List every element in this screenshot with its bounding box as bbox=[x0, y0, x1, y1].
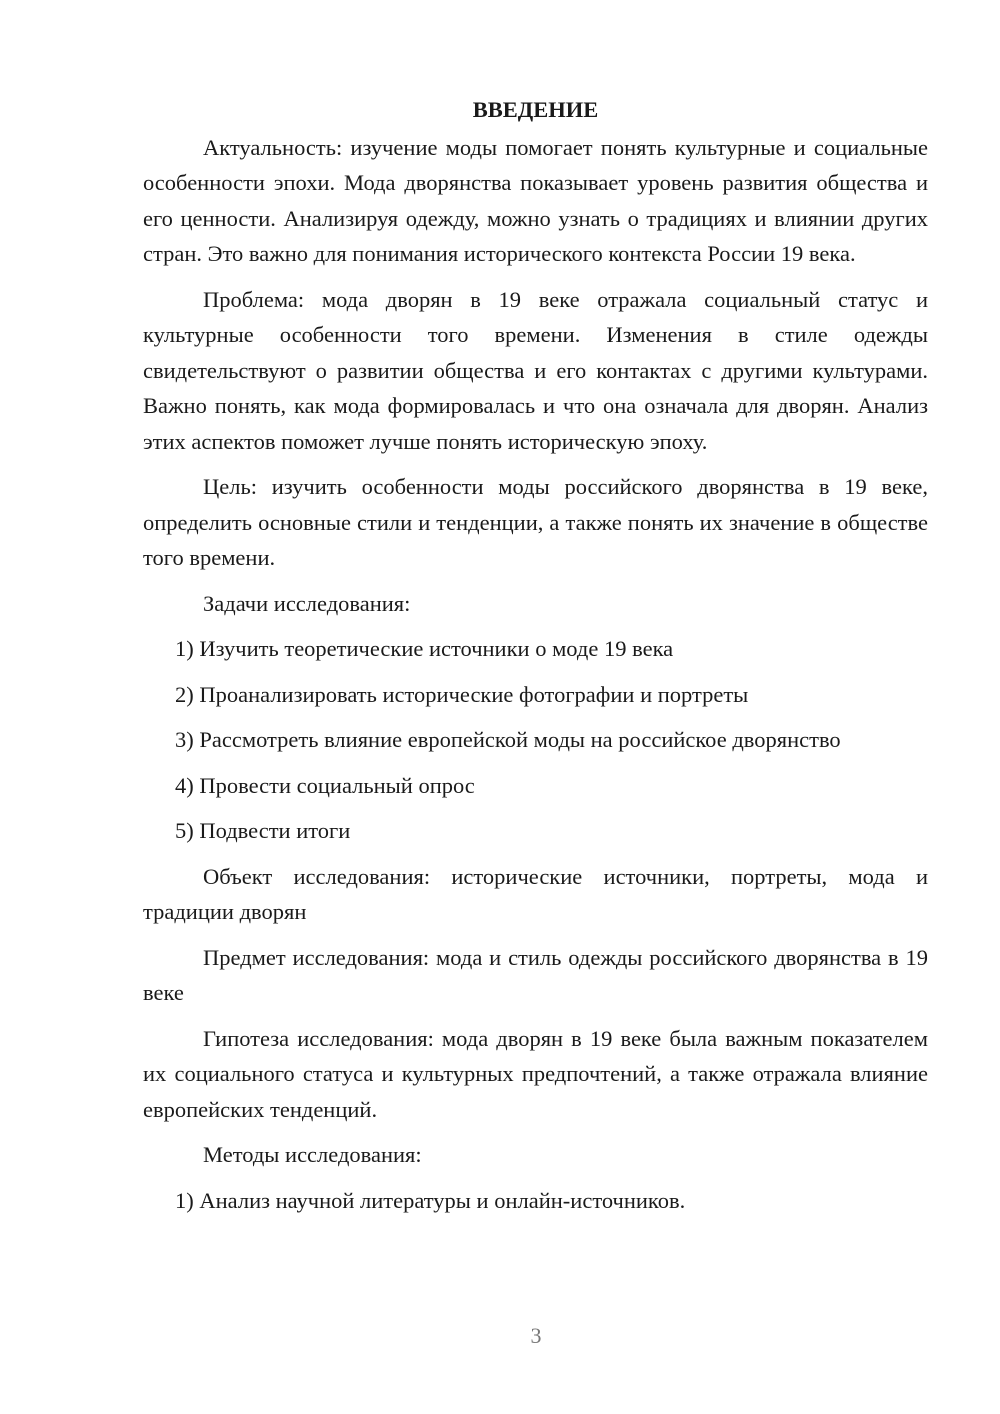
page-number: 3 bbox=[530, 1323, 542, 1348]
document-page bbox=[143, 92, 928, 1228]
page-title: ВВЕДЕНИЕ bbox=[472, 97, 599, 122]
tasks-list bbox=[143, 631, 928, 849]
object-paragraph: Объект исследования: исторические источники, портреты, мода и традиции дворян bbox=[143, 863, 928, 924]
subject-paragraph: Предмет исследования: мода и стиль одежды российского дворянства в 19 веке bbox=[143, 944, 928, 1005]
task-item: 2) Проанализировать исторические фотографии и портреты bbox=[175, 681, 749, 707]
methods-heading: Методы исследования: bbox=[203, 1142, 422, 1167]
method-item: 1) Анализ научной литературы и онлайн-источников. bbox=[175, 1187, 686, 1213]
task-item: 4) Провести социальный опрос bbox=[175, 772, 475, 798]
task-item: 1) Изучить теоретические источники о моде 19 века bbox=[175, 636, 674, 661]
relevance-paragraph: Актуальность: изучение моды помогает понять культурные и социальные особенности эпохи. Мода дворянства показывает уровень развития общества и его ценности. Анализируя одежду, можно узнать о традициях и влиянии других стран. Это важно для понимания исторического контекста России 19 века. bbox=[143, 134, 928, 266]
task-item: 5) Подвести итоги bbox=[175, 818, 351, 843]
task-item: 3) Рассмотреть влияние европейской моды на российское дворянство bbox=[175, 727, 841, 752]
tasks-heading: Задачи исследования: bbox=[203, 590, 411, 616]
goal-paragraph: Цель: изучить особенности моды российского дворянства в 19 веке, определить основные стили и тенденции, а также понять их значение в обществе того времени. bbox=[143, 474, 928, 570]
problem-paragraph: Проблема: мода дворян в 19 веке отражала социальный статус и культурные особенности того времени. Изменения в стиле одежды свидетельствуют о развитии общества и его контактах с другими культурами. Важно понять, как мода формировалась и что она означала для дворян. Анализ этих аспектов поможет лучше понять историческую эпоху. bbox=[143, 286, 928, 454]
methods-list bbox=[143, 1183, 928, 1219]
hypothesis-paragraph: Гипотеза исследования: мода дворян в 19 веке была важным показателем их социального статуса и культурных предпочтений, а также отражала влияние европейских тенденций. bbox=[143, 1025, 928, 1122]
